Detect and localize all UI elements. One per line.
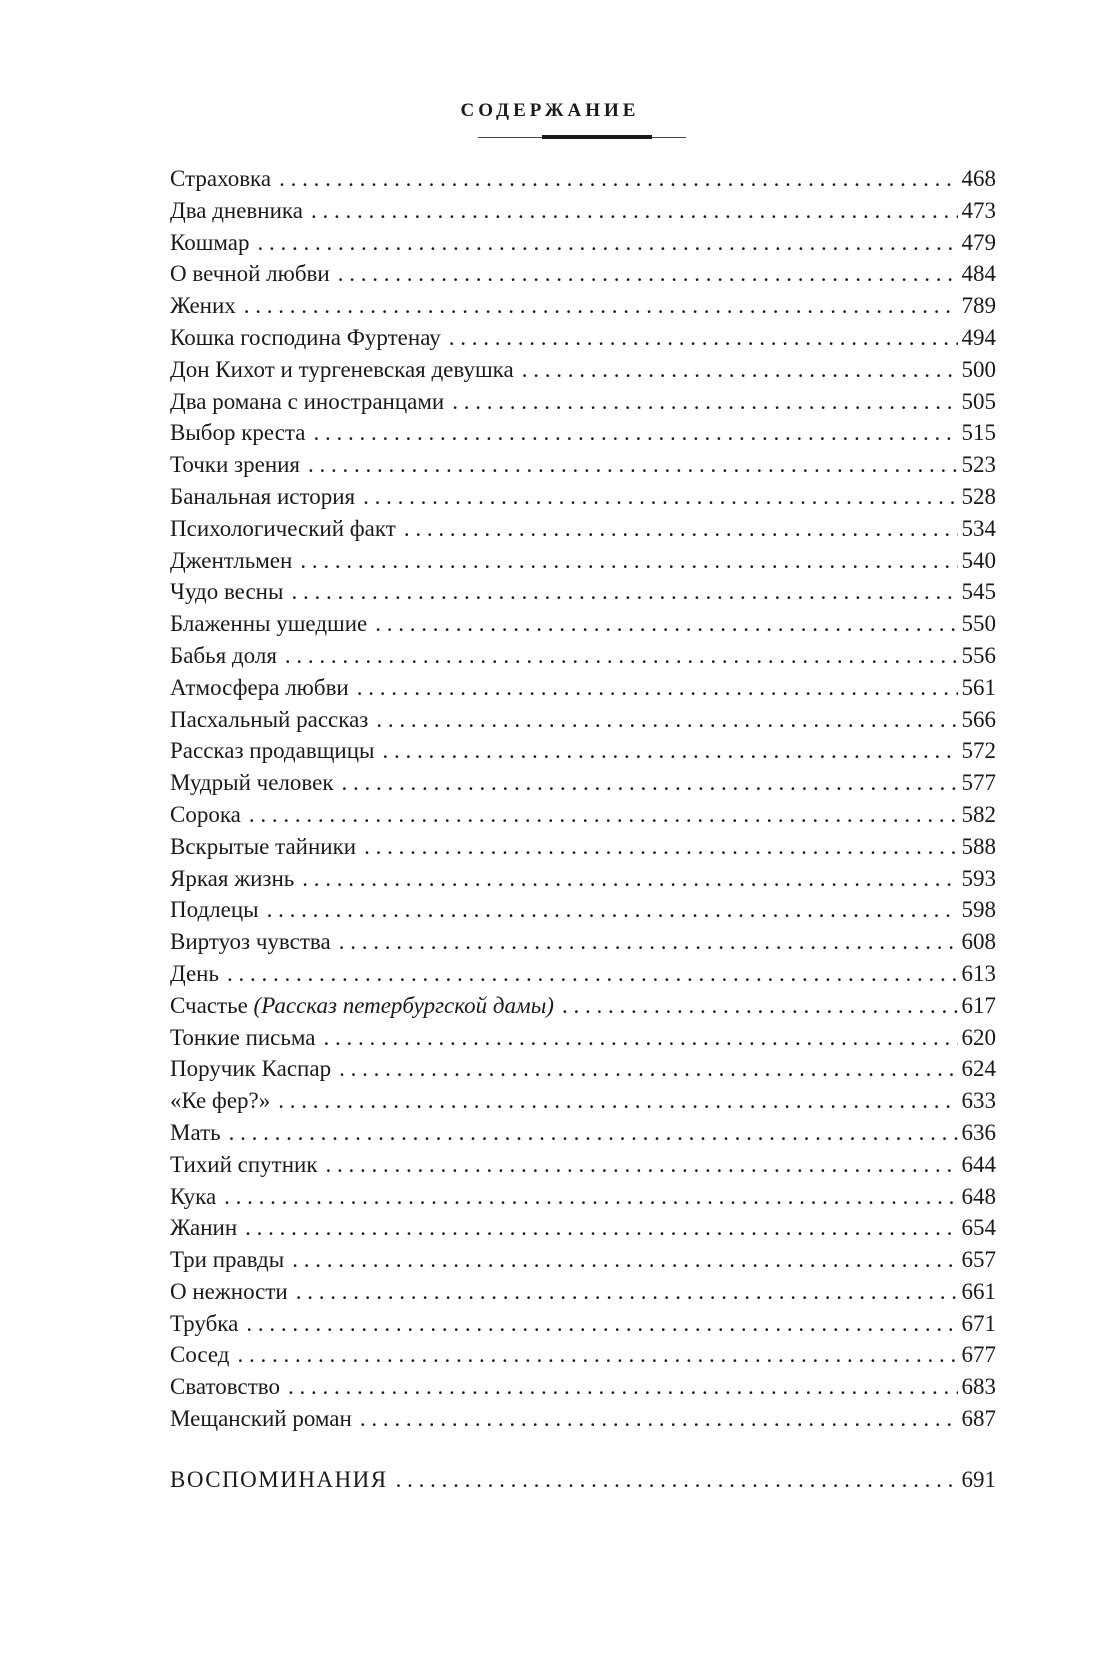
toc-entry-title-text: Два дневника [170,197,303,223]
dot-leader [227,958,958,990]
toc-entry-page-number: 789 [961,293,996,319]
toc-entry-title [170,894,259,926]
toc-entry-page-number: 687 [961,1406,996,1432]
toc-entry-title-text: Жених [170,293,236,319]
dot-leader [229,1117,958,1149]
toc-entry-title-text: Атмосфера любви [170,674,349,700]
dot-leader [562,990,958,1022]
toc-entry [170,1022,996,1054]
toc-entry-page-number: 608 [961,929,996,955]
dot-leader [258,227,958,259]
dot-leader [326,1149,958,1181]
toc-entry-title-text: Кошмар [170,229,250,255]
toc-entry-title [170,1403,352,1435]
toc-entry-subtitle: (Рассказ петербургской дамы) [253,992,554,1018]
toc-entry-title [170,449,300,481]
toc-entry [170,672,996,704]
toc-entry-title [170,1053,331,1085]
toc-entry [170,576,996,608]
dot-leader [267,894,958,926]
toc-list [170,163,996,1435]
toc-entry [170,735,996,767]
dot-leader [300,545,957,577]
toc-entry [170,513,996,545]
toc-entry [170,1149,996,1181]
toc-entry-page-number: 671 [961,1310,996,1336]
toc-entry-title-text: Сосед [170,1342,230,1368]
toc-entry-title-text: Дон Кихот и тургеневская девушка [170,356,514,382]
toc-entry-title-text: Точки зрения [170,452,301,478]
toc-entry-title-text: О вечной любви [170,261,330,287]
toc-entry-title [170,1022,316,1054]
toc-entry-title-text: Виртуоз чувства [170,929,331,955]
dot-leader [292,1244,957,1276]
toc-entry-page-number: 593 [961,865,996,891]
toc-entry-title [170,1212,237,1244]
toc-entry-page-number: 582 [961,801,996,827]
toc-entry [170,386,996,418]
toc-entry [170,1212,996,1244]
toc-entry-title-text: Подлецы [170,897,259,923]
toc-entry-title-text: Рассказ продавщицы [170,738,375,764]
dot-leader [291,576,957,608]
toc-entry [170,799,996,831]
toc-entry-page-number: 561 [961,674,996,700]
toc-entry-title-text: Два романа с иностранцами [170,388,445,414]
toc-entry-title-text: О нежности [170,1278,288,1304]
contents-header [0,100,1100,122]
toc-entry-title-text: Бабья доля [170,642,277,668]
dot-leader [449,322,958,354]
dot-leader [245,1212,957,1244]
toc-entry-page-number: 657 [961,1247,996,1273]
toc-entry-title-text: Жанин [170,1215,238,1241]
toc-entry-title-text: Кошка господина Фуртенау [170,324,441,350]
toc-entry-page-number: 528 [961,483,996,509]
toc-entry-title [170,163,271,195]
toc-entry-title [170,1117,221,1149]
toc-entry-title [170,831,356,863]
page-title: СОДЕРЖАНИЕ [460,100,640,121]
toc-entry-title [170,1276,288,1308]
toc-entry [170,640,996,672]
toc-entry-page-number: 661 [961,1278,996,1304]
toc-entry [170,322,996,354]
toc-entry-title [170,386,444,418]
toc-entry-title [170,258,330,290]
toc-entry-title-text: Сватовство [170,1374,280,1400]
toc-entry-page-number: 550 [961,611,996,637]
toc-entry [170,1244,996,1276]
toc-section-row [170,1464,996,1496]
toc-entry-page-number: 473 [961,197,996,223]
toc-entry-title [170,672,349,704]
toc-entry-title [170,958,219,990]
toc-entry [170,704,996,736]
toc-entry-title [170,354,514,386]
section-page-number: 691 [961,1467,996,1492]
toc-entry-title [170,1149,318,1181]
dot-leader [288,1371,958,1403]
toc-entry [170,958,996,990]
toc-entry-title [170,1339,230,1371]
toc-entry-title [170,1181,216,1213]
toc-entry-title [170,767,334,799]
toc-entry-title [170,1371,280,1403]
toc-entry [170,227,996,259]
toc-entry-page-number: 566 [961,706,996,732]
toc-entry-page-number: 515 [961,420,996,446]
toc-entry-title [170,1308,238,1340]
toc-entry-title-text: «Ке фер?» [170,1088,271,1114]
dot-leader [363,481,957,513]
toc-entry [170,163,996,195]
section-title: ВОСПОМИНАНИЯ [170,1467,388,1492]
dot-leader [238,1339,958,1371]
toc-entry-title-text: Чудо весны [170,579,284,605]
toc-entry-title [170,1085,270,1117]
toc-entry-page-number: 624 [961,1056,996,1082]
toc-entry-title [170,608,367,640]
toc-entry-page-number: 636 [961,1119,996,1145]
toc-entry-page-number: 683 [961,1374,996,1400]
toc-entry [170,1276,996,1308]
toc-entry-page-number: 484 [961,261,996,287]
toc-entry-title-text: Мещанский роман [170,1406,352,1432]
toc-entry-page-number: 588 [961,833,996,859]
dot-leader [396,1464,958,1496]
toc-entry-page-number: 494 [961,324,996,350]
toc-entry-title [170,195,303,227]
toc-entry-page-number: 577 [961,770,996,796]
toc-entry-title-text: Три правды [170,1247,285,1273]
dot-leader [404,513,958,545]
toc-entry-title-text: Вскрытые тайники [170,833,357,859]
toc-entry-title [170,926,331,958]
toc-entry-title [170,735,374,767]
dot-leader [246,1308,957,1340]
toc-entry-title-text: Мать [170,1119,221,1145]
dot-leader [339,1053,957,1085]
toc-entry-title-text: Яркая жизнь [170,865,295,891]
toc-entry [170,417,996,449]
toc-entry [170,449,996,481]
dot-leader [296,1276,958,1308]
toc-entry-title [170,545,292,577]
toc-entry-title-text: Поручик Каспар [170,1056,332,1082]
toc-entry [170,1339,996,1371]
toc-entry [170,863,996,895]
toc-entry-page-number: 654 [961,1215,996,1241]
toc-entry-page-number: 556 [961,642,996,668]
toc-entry-page-number: 505 [961,388,996,414]
toc-entry-title-text: Счастье [170,992,248,1018]
toc-entry [170,1181,996,1213]
dot-leader [311,195,958,227]
toc-entry-title-text: Выбор креста [170,420,306,446]
toc-entry-title [170,990,554,1022]
toc-entry-page-number: 500 [961,356,996,382]
toc-entry-title [170,290,236,322]
toc-entry-title-text: Психологический факт [170,515,396,541]
toc-entry-title-text: Сорока [170,801,241,827]
toc-entry-title [170,576,283,608]
toc-entry-page-number: 534 [961,515,996,541]
dot-leader [302,863,957,895]
toc-entry [170,608,996,640]
toc-entry-page-number: 545 [961,579,996,605]
toc-entry-title [170,513,396,545]
toc-entry [170,1371,996,1403]
toc-entry [170,1117,996,1149]
toc-entry-title-text: Пасхальный рассказ [170,706,369,732]
toc-entry-title-text: Кука [170,1183,217,1209]
dot-leader [308,449,957,481]
toc-entry-title-text: Трубка [170,1310,239,1336]
toc-entry [170,290,996,322]
toc-entry-title [170,640,277,672]
dot-leader [364,831,957,863]
toc-entry-title [170,1244,284,1276]
section-entry [170,1464,996,1496]
toc-entry-page-number: 633 [961,1088,996,1114]
toc-entry-page-number: 468 [961,166,996,191]
toc-entry-page-number: 620 [961,1024,996,1050]
toc-entry [170,926,996,958]
dot-leader [360,1403,958,1435]
dot-leader [324,1022,958,1054]
dot-leader [313,417,957,449]
toc-entry-page-number: 648 [961,1183,996,1209]
toc-entry [170,894,996,926]
toc-entry-page-number: 677 [961,1342,996,1368]
dot-leader [376,704,957,736]
toc-entry-title [170,481,355,513]
toc-entry-page-number: 613 [961,960,996,986]
toc-entry-page-number: 523 [961,452,996,478]
toc-entry [170,545,996,577]
dot-leader [279,163,957,195]
toc-entry-page-number: 479 [961,229,996,255]
toc-entry-title-text: Тонкие письма [170,1024,316,1050]
toc-entry-title [170,227,250,259]
toc-entry [170,831,996,863]
toc-entry-page-number: 617 [961,992,996,1018]
dot-leader [249,799,958,831]
toc-entry [170,258,996,290]
dot-leader [342,767,958,799]
toc-entry [170,1085,996,1117]
toc-entry-title-text: Тихий спутник [170,1151,318,1177]
dot-leader [452,386,957,418]
toc-entry [170,990,996,1022]
toc-entry-page-number: 572 [961,738,996,764]
dot-leader [522,354,958,386]
dot-leader [339,926,958,958]
dot-leader [382,735,957,767]
dot-leader [375,608,957,640]
toc-entry-title-text: Блаженны ушедшие [170,611,368,637]
dot-leader [357,672,958,704]
dot-leader [338,258,958,290]
toc-entry-page-number: 644 [961,1151,996,1177]
toc-entry [170,481,996,513]
dot-leader [244,290,958,322]
toc-entry-title [170,704,368,736]
toc-entry [170,1053,996,1085]
toc-entry-title [170,417,305,449]
toc-entry-title [170,799,241,831]
toc-entry-title [170,863,294,895]
dot-leader [278,1085,957,1117]
dot-leader [224,1181,957,1213]
toc-entry-title-text: Джентльмен [170,547,293,573]
toc-entry [170,354,996,386]
toc-entry-title-text: Банальная история [170,483,356,509]
toc-entry [170,195,996,227]
toc-entry [170,1308,996,1340]
toc-entry [170,767,996,799]
toc-entry [170,1403,996,1435]
header-rule-accent [542,135,652,139]
toc-entry-page-number: 598 [961,897,996,923]
dot-leader [285,640,958,672]
toc-entry-page-number: 540 [961,547,996,573]
toc-entry-title [170,322,441,354]
toc-entry-title-text: Страховка [170,166,272,191]
toc-entry-title-text: День [170,960,219,986]
toc-entry-title-text: Мудрый человек [170,770,334,796]
